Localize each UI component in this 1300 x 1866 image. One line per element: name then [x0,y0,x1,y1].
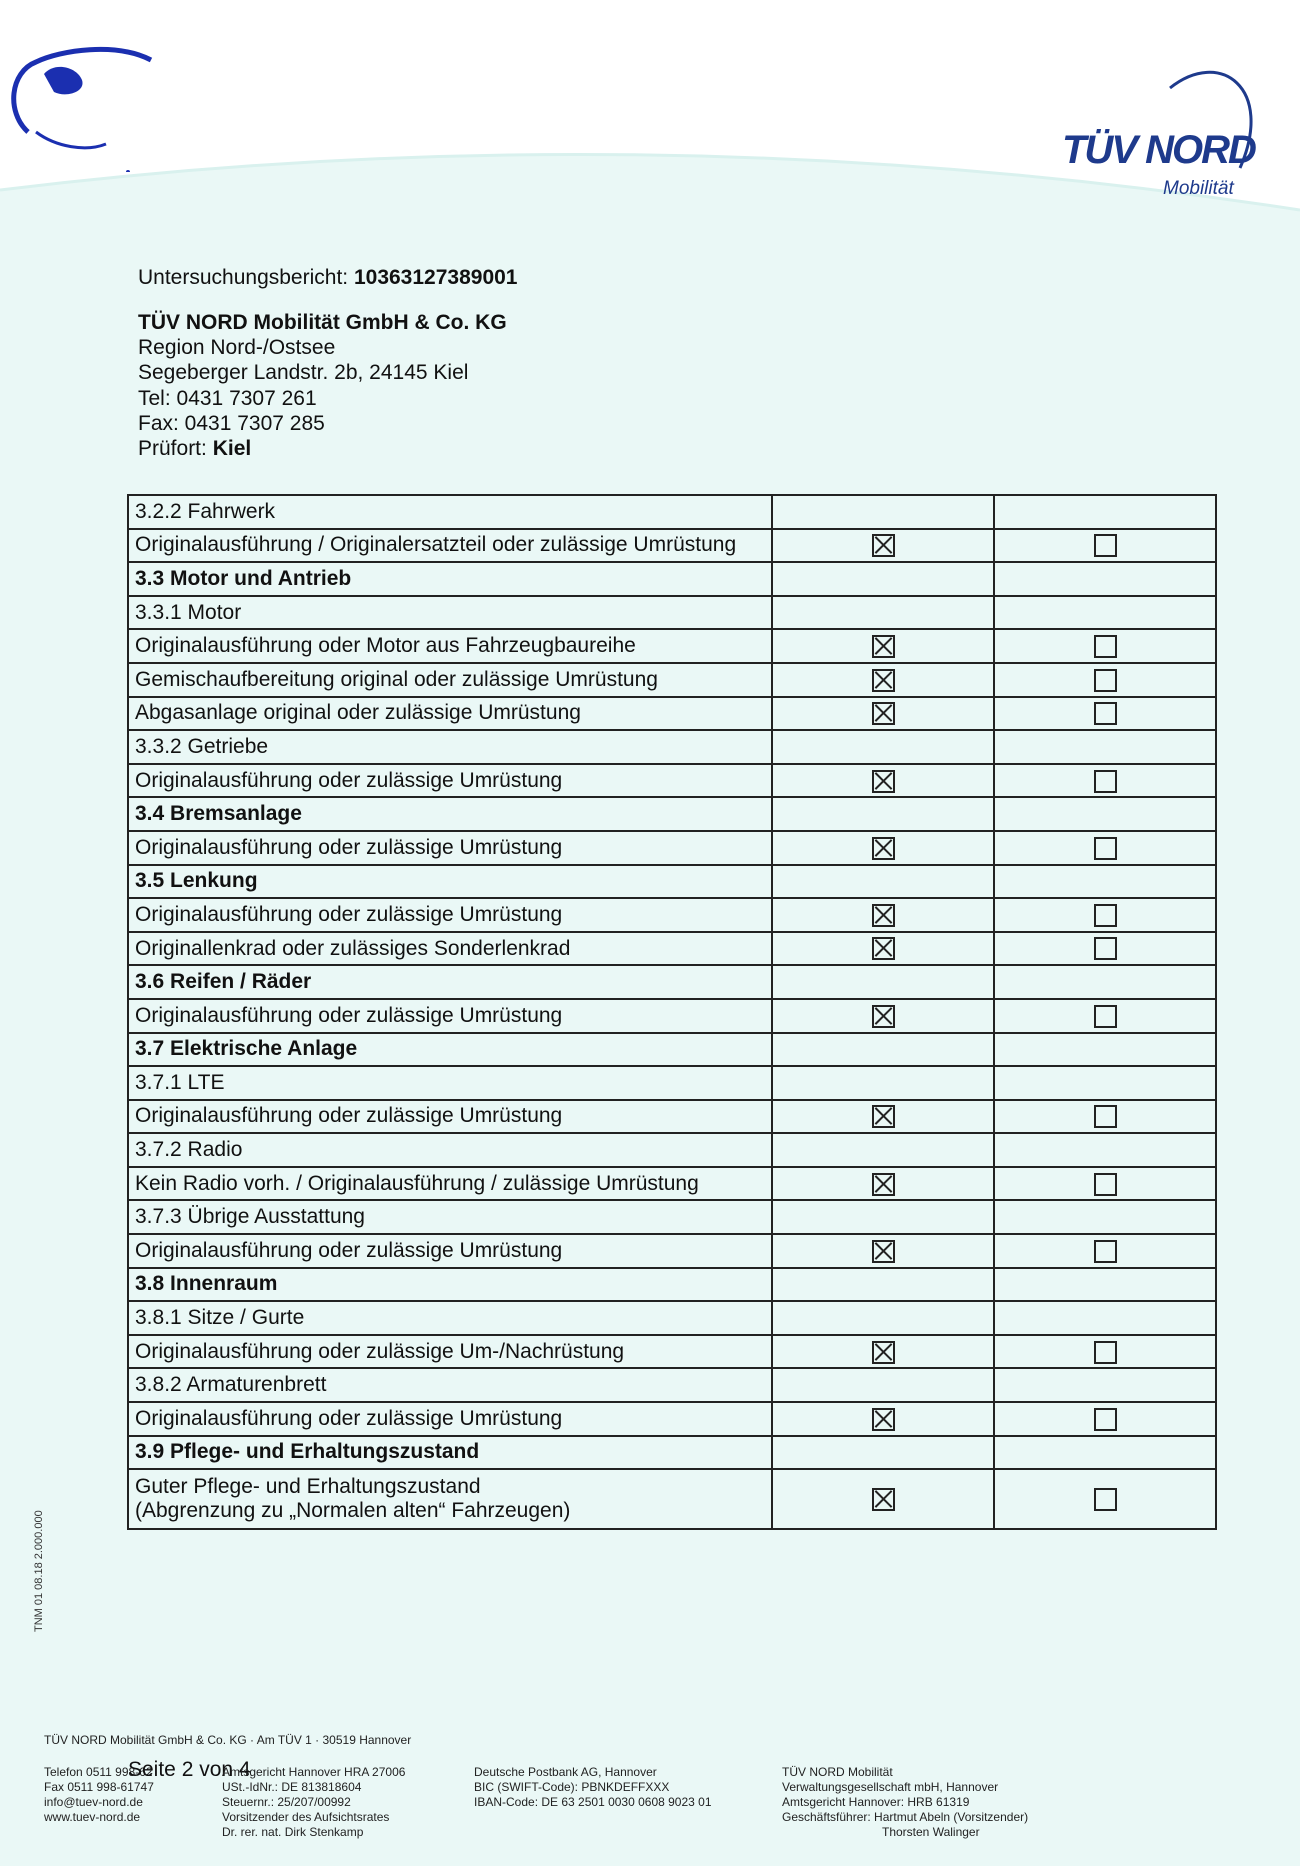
item-label: Originalausführung oder zulässige Umrüstung [128,999,772,1033]
status-cell-no [994,1368,1216,1402]
status-cell-yes [772,797,994,831]
footer-register-line: Steuernr.: 25/207/00992 [222,1795,351,1809]
status-cell-yes [772,1402,994,1436]
checklist-row [128,831,1216,865]
checklist-row [128,797,1216,831]
status-cell-no [994,629,1216,663]
section-heading: 3.5 Lenkung [128,865,772,899]
report-label: Untersuchungsbericht: [138,266,349,289]
checklist-row [128,1133,1216,1167]
checklist-row [128,1234,1216,1268]
status-cell-yes [772,1066,994,1100]
checklist-row [128,1033,1216,1067]
footer-register-line: Amtsgericht Hannover HRA 27006 [222,1765,406,1779]
status-cell-yes [772,1033,994,1067]
footer-contact-line: Fax 0511 998-61747 [44,1780,154,1794]
empty-checkbox[interactable] [1094,1005,1117,1028]
status-cell-no [994,898,1216,932]
status-cell-yes [772,1200,994,1234]
status-cell-yes [772,1133,994,1167]
status-cell-yes [772,831,994,865]
item-label: 3.7.2 Radio [128,1133,772,1167]
status-cell-no [994,797,1216,831]
status-cell-no [994,1402,1216,1436]
item-label: Originalausführung / Originalersatzteil oder zulässige Umrüstung [128,529,772,563]
footer-register [222,1765,405,1840]
checked-box[interactable] [872,1341,895,1364]
page-number: Seite 2 von 4 [128,1758,251,1781]
checklist-row [128,1368,1216,1402]
footer-management-line: Geschäftsführer: Hartmut Abeln (Vorsitzender) [782,1810,1029,1824]
section-heading: 3.9 Pflege- und Erhaltungszustand [128,1436,772,1470]
inspection-checklist-table [127,494,1217,1530]
status-cell-yes [772,1469,994,1529]
status-cell-no [994,495,1216,529]
checked-box[interactable] [872,1240,895,1263]
empty-checkbox[interactable] [1094,669,1117,692]
checklist-row [128,697,1216,731]
empty-checkbox[interactable] [1094,937,1117,960]
item-label: Originalausführung oder zulässige Umrüstung [128,1100,772,1134]
checklist-row [128,764,1216,798]
status-cell-yes [772,764,994,798]
section-heading: 3.8 Innenraum [128,1268,772,1302]
checked-box[interactable] [872,1105,895,1128]
ink-stamp-mark [6,22,166,172]
status-cell-no [994,999,1216,1033]
footer-contact-line: Telefon 0511 998-62 [44,1765,153,1779]
footer-register-line: USt.-IdNr.: DE 813818604 [222,1780,362,1794]
status-cell-no [994,1268,1216,1302]
status-cell-yes [772,1100,994,1134]
status-cell-no [994,1301,1216,1335]
checked-box[interactable] [872,1005,895,1028]
fax: Fax: 0431 7307 285 [138,412,325,435]
checklist-row [128,1268,1216,1302]
status-cell-no [994,529,1216,563]
section-heading: 3.3 Motor und Antrieb [128,562,772,596]
address: Segeberger Landstr. 2b, 24145 Kiel [138,361,469,384]
empty-checkbox[interactable] [1094,837,1117,860]
region: Region Nord-/Ostsee [138,336,336,359]
item-label: 3.2.2 Fahrwerk [128,495,772,529]
footer-register-line: Dr. rer. nat. Dirk Stenkamp [222,1825,364,1839]
checklist-body [128,495,1216,1529]
footer-address: TÜV NORD Mobilität GmbH & Co. KG · Am TÜV 1 · 30519 Hannover [44,1733,412,1747]
status-cell-yes [772,1335,994,1369]
status-cell-no [994,865,1216,899]
checked-box[interactable] [872,937,895,960]
item-label: Gemischaufbereitung original oder zulässige Umrüstung [128,663,772,697]
checklist-row [128,529,1216,563]
item-label: 3.7.3 Übrige Ausstattung [128,1200,772,1234]
footer-management-line: TÜV NORD Mobilität [782,1765,893,1779]
status-cell-yes [772,1301,994,1335]
status-cell-yes [772,629,994,663]
empty-checkbox[interactable] [1094,1240,1117,1263]
empty-checkbox[interactable] [1094,1105,1117,1128]
status-cell-no [994,1033,1216,1067]
empty-checkbox[interactable] [1094,770,1117,793]
checklist-row [128,932,1216,966]
status-cell-yes [772,1234,994,1268]
checklist-row [128,1335,1216,1369]
status-cell-no [994,697,1216,731]
checked-box[interactable] [872,1488,895,1511]
checklist-row [128,999,1216,1033]
status-cell-no [994,1469,1216,1529]
company-name: TÜV NORD Mobilität GmbH & Co. KG [138,311,507,334]
pruefort-label: Prüfort: [138,437,207,460]
item-label: Kein Radio vorh. / Originalausführung / zulässige Umrüstung [128,1167,772,1201]
checklist-row [128,965,1216,999]
checklist-row [128,629,1216,663]
checked-box[interactable] [872,669,895,692]
checklist-row [128,898,1216,932]
status-cell-no [994,663,1216,697]
footer-contact-line: info@tuev-nord.de [44,1795,143,1809]
checked-box[interactable] [872,837,895,860]
status-cell-yes [772,1436,994,1470]
status-cell-no [994,562,1216,596]
checked-box[interactable] [872,1408,895,1431]
status-cell-yes [772,663,994,697]
status-cell-no [994,730,1216,764]
checked-box[interactable] [872,1173,895,1196]
checked-box[interactable] [872,770,895,793]
item-label: 3.7.1 LTE [128,1066,772,1100]
status-cell-no [994,1200,1216,1234]
pruefort-value: Kiel [212,437,252,460]
checklist-row [128,865,1216,899]
empty-checkbox[interactable] [1094,702,1117,725]
report-line [138,265,517,290]
item-label: Abgasanlage original oder zulässige Umrüstung [128,697,772,731]
footer-register-line: Vorsitzender des Aufsichtsrates [222,1810,390,1824]
status-cell-no [994,1133,1216,1167]
checklist-row [128,1167,1216,1201]
footer-contact-line: www.tuev-nord.de [44,1810,141,1824]
checklist-row [128,562,1216,596]
status-cell-yes [772,529,994,563]
status-cell-no [994,596,1216,630]
footer-bank [474,1765,712,1810]
checklist-row [128,663,1216,697]
checklist-row [128,1301,1216,1335]
item-label: 3.3.1 Motor [128,596,772,630]
status-cell-yes [772,562,994,596]
status-cell-yes [772,1167,994,1201]
section-heading: 3.4 Bremsanlage [128,797,772,831]
footer-management [782,1765,1028,1840]
status-cell-no [994,1335,1216,1369]
status-cell-yes [772,932,994,966]
empty-checkbox[interactable] [1094,1488,1117,1511]
status-cell-yes [772,865,994,899]
form-code: TNM 01 08.18 2.000.000 [33,1510,45,1632]
checklist-row [128,495,1216,529]
item-label: Originallenkrad oder zulässiges Sonderlenkrad [128,932,772,966]
empty-checkbox[interactable] [1094,1173,1117,1196]
pruefort-line [138,436,251,461]
status-cell-no [994,1066,1216,1100]
checked-box[interactable] [872,702,895,725]
checked-box[interactable] [872,635,895,658]
status-cell-no [994,831,1216,865]
footer-management-line: Verwaltungsgesellschaft mbH, Hannover [782,1780,999,1794]
item-label: Guter Pflege- und Erhaltungszustand (Abgrenzung zu „Normalen alten“ Fahrzeugen) [128,1469,772,1529]
status-cell-no [994,764,1216,798]
checklist-row [128,1402,1216,1436]
checklist-row [128,730,1216,764]
status-cell-no [994,1167,1216,1201]
status-cell-yes [772,1368,994,1402]
footer-management-line: Amtsgericht Hannover: HRB 61319 [782,1795,970,1809]
section-heading: 3.7 Elektrische Anlage [128,1033,772,1067]
item-label: Originalausführung oder zulässige Um-/Nachrüstung [128,1335,772,1369]
telephone: Tel: 0431 7307 261 [138,387,317,410]
status-cell-no [994,1436,1216,1470]
status-cell-yes [772,596,994,630]
empty-checkbox[interactable] [1094,1341,1117,1364]
status-cell-no [994,932,1216,966]
item-label: Originalausführung oder zulässige Umrüstung [128,764,772,798]
footer-management-line: Thorsten Walinger [882,1825,980,1839]
checked-box[interactable] [872,534,895,557]
footer-bank-line: Deutsche Postbank AG, Hannover [474,1765,657,1779]
status-cell-yes [772,965,994,999]
item-label: Originalausführung oder zulässige Umrüstung [128,1234,772,1268]
item-label: Originalausführung oder zulässige Umrüstung [128,1402,772,1436]
checklist-row [128,1469,1216,1529]
item-label: 3.8.2 Armaturenbrett [128,1368,772,1402]
checklist-row [128,1100,1216,1134]
footer-bank-line: BIC (SWIFT-Code): PBNKDEFFXXX [474,1780,670,1794]
status-cell-yes [772,1268,994,1302]
empty-checkbox[interactable] [1094,1408,1117,1431]
status-cell-yes [772,495,994,529]
footer-bank-line: IBAN-Code: DE 63 2501 0030 0608 9023 01 [474,1795,712,1809]
report-number: 10363127389001 [353,266,518,289]
item-label: 3.8.1 Sitze / Gurte [128,1301,772,1335]
status-cell-yes [772,898,994,932]
logo-subtitle: Mobilität [1163,178,1234,199]
status-cell-yes [772,999,994,1033]
status-cell-no [994,965,1216,999]
empty-checkbox[interactable] [1094,635,1117,658]
item-label: Originalausführung oder zulässige Umrüstung [128,898,772,932]
item-label: Originalausführung oder Motor aus Fahrzeugbaureihe [128,629,772,663]
status-cell-no [994,1234,1216,1268]
empty-checkbox[interactable] [1094,904,1117,927]
checklist-row [128,596,1216,630]
checklist-row [128,1200,1216,1234]
checklist-row [128,1436,1216,1470]
empty-checkbox[interactable] [1094,534,1117,557]
status-cell-no [994,1100,1216,1134]
logo-name: TÜV NORD [1062,128,1255,172]
item-label: Originalausführung oder zulässige Umrüstung [128,831,772,865]
checklist-row [128,1066,1216,1100]
checked-box[interactable] [872,904,895,927]
section-heading: 3.6 Reifen / Räder [128,965,772,999]
status-cell-yes [772,730,994,764]
status-cell-yes [772,697,994,731]
item-label: 3.3.2 Getriebe [128,730,772,764]
